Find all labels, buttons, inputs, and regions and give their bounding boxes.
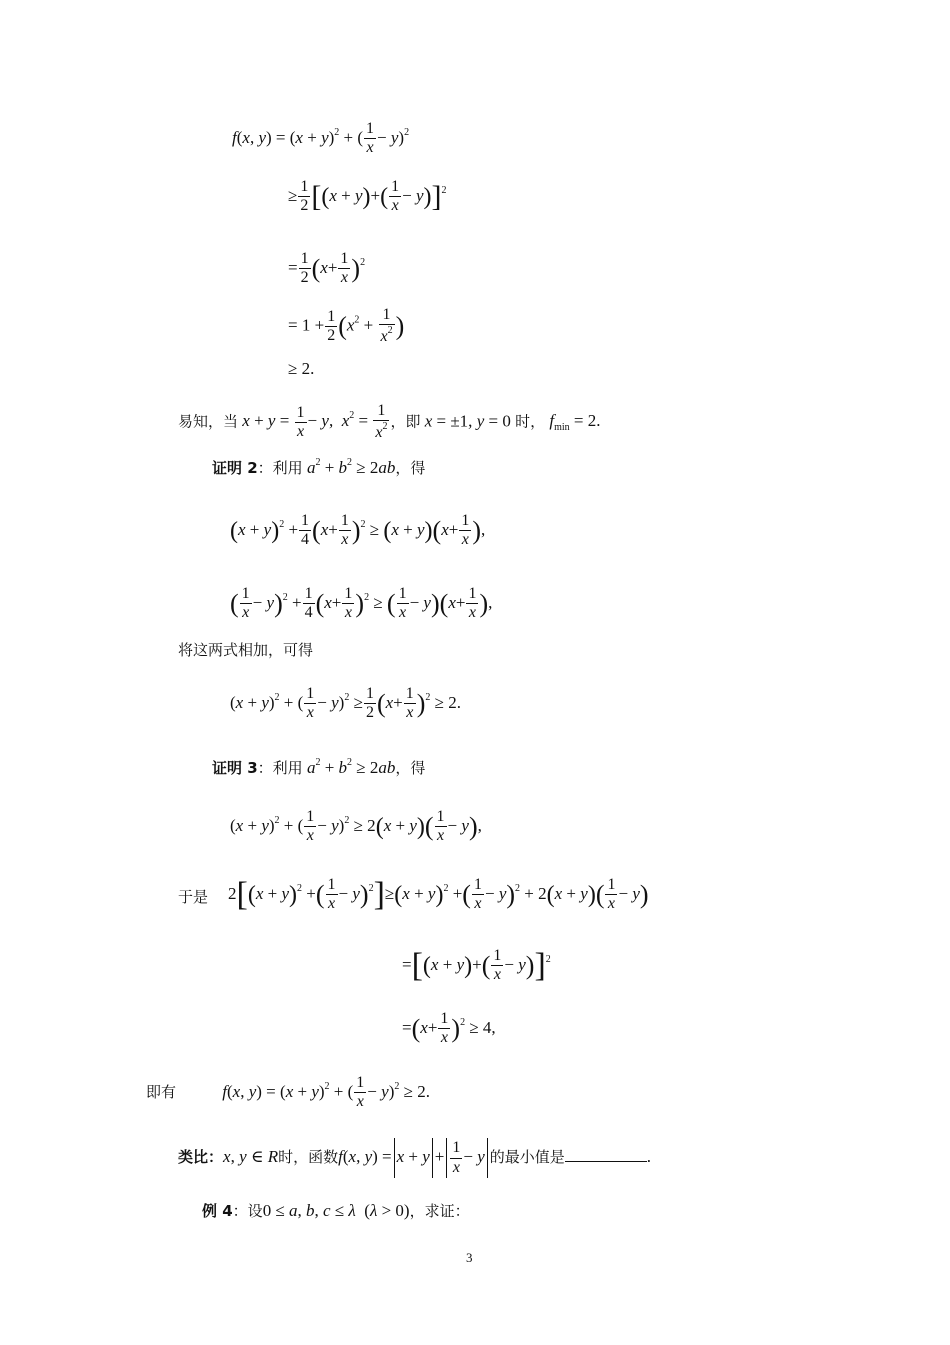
analogy-label: 类比： <box>178 1147 224 1166</box>
proof3-intro-end: ，得 <box>395 759 426 777</box>
proof3-eq3: =[(x + y)+( $\frac{1}{x}$ − y)]$^2$ <box>402 946 551 984</box>
proof1-line4: = 1 + $\frac{1}{2}$ ($x^2$ + $\frac{1}{x^2}$ ) <box>288 306 405 346</box>
proof3-eq4: =(x+ $\frac{1}{x}$ )$^2$ ≥ 4, <box>402 1010 496 1047</box>
proof2-eq3: $(x + y)^2$ + ( $\frac{1}{x}$ − y)$^2$ ≥ $\frac{1}{2}$ (x+ $\frac{1}{x}$ )$^2$ ≥ 2. <box>230 685 462 722</box>
proof2-heading-line: 证明 2：利用 $a^2 + b^2 \ge 2ab$，得 <box>212 457 426 477</box>
example4-label: 例 4 <box>202 1202 233 1220</box>
proof3-result: 即有 f(x, $y) = (x + y)^2$ + ( $\frac{1}{x}$ − y)$^2$ ≥ 2. <box>146 1074 430 1111</box>
proof2-eq1: $(x + y)^2$ + $\frac{1}{4}$ (x+ $\frac{1}{x}$ )$^2$ ≥ (x + y)(x+ $\frac{1}{x}$ ), <box>230 512 486 549</box>
analogy-text-end: 的最小值是 <box>489 1147 565 1166</box>
result-label: 即有 <box>146 1082 177 1101</box>
answer-blank[interactable] <box>565 1147 647 1162</box>
proof1-conclusion: 易知，当 x + y = $\frac{1}{x}$ − y, $x^2$ = $\frac{1}{x^2}$ ，即 x = ±1, y = 0 时， $f_{min} = 2$. <box>178 402 601 442</box>
proof2-combine: 将这两式相加，可得 <box>178 641 314 659</box>
example4-text: ：设 <box>232 1202 263 1220</box>
example4-line: 例 4：设0 ≤ a, b, c ≤ λ (λ > 0)，求证： <box>202 1201 470 1220</box>
example4-end: ，求证： <box>409 1202 470 1220</box>
conclusion-mid: 即 <box>405 412 421 431</box>
proof3-eq1: $(x + y)^2$ + ( $\frac{1}{x}$ − y)$^2$ ≥ 2(x + y)( $\frac{1}{x}$ − y), <box>230 808 482 845</box>
conclusion-when: 时， <box>515 412 546 431</box>
analogy-line: 类比：x, y ∈ R时，函数f(x, y) = x + y + $\frac{1}{x}$ − y 的最小值是 . <box>178 1138 651 1178</box>
proof2-eq2: ( $\frac{1}{x}$ − y)$^2$ + $\frac{1}{4}$ (x+ $\frac{1}{x}$ )$^2$ ≥ ( $\frac{1}{x}$ − y)(x+ $\frac{1}{x}$ ), <box>230 585 493 622</box>
proof1-line5: ≥ 2. <box>288 359 315 378</box>
proof1-line3: = $\frac{1}{2}$ (x+ $\frac{1}{x}$ )$^2$ <box>288 250 366 287</box>
conclusion-prefix: 易知，当 <box>178 412 239 431</box>
proof2-intro: ：利用 <box>257 459 303 477</box>
analogy-text-when: 时，函数 <box>278 1147 339 1166</box>
proof3-eq2: $2[(x + y)^2$ +( $\frac{1}{x}$ − $y)^2]\ge(x + y)^2$ +( $\frac{1}{x}$ − y)$^2$ + 2(x + y)( $\frac{1}{x}$ − y) <box>228 875 649 913</box>
proof2-heading: 证明 2 <box>212 459 258 477</box>
proof3-intro: ：利用 <box>257 759 303 777</box>
proof1-line1: f(x, $y) = (x + y)^2$ + ( $\frac{1}{x}$ − y)$^2$ <box>232 120 410 157</box>
proof3-so: 于是 <box>178 888 209 906</box>
proof2-intro-end: ，得 <box>395 459 426 477</box>
analogy-period: . <box>646 1146 652 1166</box>
proof3-heading: 证明 3 <box>212 759 258 777</box>
proof1-line2: ≥ $\frac{1}{2}$ [(x + y)+( $\frac{1}{x}$ − y)]$^2$ <box>288 178 447 215</box>
proof3-heading-line: 证明 3：利用 $a^2 + b^2 \ge 2ab$，得 <box>212 757 426 777</box>
page-number: 3 <box>466 1250 473 1265</box>
